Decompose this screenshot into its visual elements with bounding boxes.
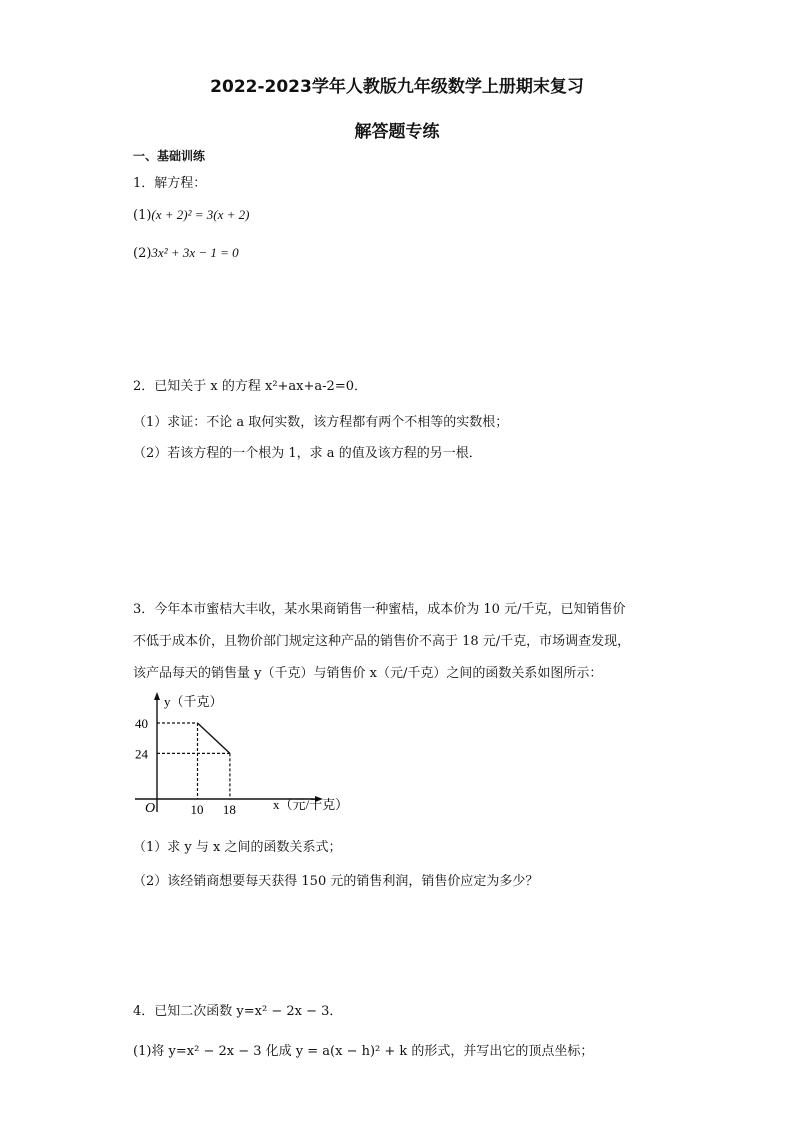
- question-3-stem-line-1: 3．今年本市蜜桔大丰收，某水果商销售一种蜜桔，成本价为 10 元/千克，已知销售价: [133, 602, 626, 617]
- y-tick-label: 24: [135, 746, 148, 762]
- question-1-part-1: [133, 207, 250, 223]
- section-heading: 一、基础训练: [133, 149, 206, 163]
- question-2-stem: 2．已知关于 x 的方程 x²+ax+a-2=0．: [133, 379, 367, 394]
- part-label: (1): [133, 208, 152, 223]
- question-3-part-2: （2）该经销商想要每天获得 150 元的销售利润，销售价应定为多少？: [133, 874, 539, 889]
- question-1-part-2: [133, 245, 239, 261]
- x-tick-label: 10: [190, 802, 204, 817]
- question-4-stem: 4．已知二次函数 y=x² − 2x − 3．: [133, 1004, 343, 1019]
- function-segment: [198, 723, 230, 753]
- graph-root: [135, 692, 348, 817]
- origin-label: O: [145, 801, 156, 816]
- y-axis-label: y（千克）: [164, 694, 223, 709]
- question-3-stem-line-2: 不低于成本价，且物价部门规定这种产品的销售价不高于 18 元/千克，市场调查发现，: [133, 634, 631, 649]
- price-sales-graph: [125, 688, 355, 820]
- question-1-stem: 1．解方程：: [133, 176, 207, 191]
- y-tick-label: 40: [135, 716, 148, 731]
- question-2-part-2: （2）若该方程的一个根为 1，求 a 的值及该方程的另一根．: [133, 446, 482, 461]
- page-subtitle: 解答题专练: [354, 122, 440, 142]
- y-axis-arrow: [154, 692, 160, 700]
- equation: 3x² + 3x − 1 = 0: [151, 245, 239, 260]
- part-label: (2): [133, 246, 152, 261]
- question-3-stem-line-3: 该产品每天的销售量 y（千克）与销售价 x（元/千克）之间的函数关系如图所示：: [133, 666, 603, 681]
- equation: (x + 2)² = 3(x + 2): [151, 207, 250, 222]
- question-2-part-1: （1）求证：不论 a 取何实数，该方程都有两个不相等的实数根；: [133, 415, 509, 430]
- page-title: 2022-2023学年人教版九年级数学上册期末复习: [210, 77, 584, 97]
- x-tick-label: 18: [222, 802, 236, 817]
- x-axis-label: x（元/千克）: [273, 797, 349, 812]
- question-3-part-1: （1）求 y 与 x 之间的函数关系式；: [133, 840, 342, 855]
- question-4-part-1: (1)将 y=x² − 2x − 3 化成 y = a(x − h)² + k 的形式，并写出它的顶点坐标；: [133, 1044, 594, 1059]
